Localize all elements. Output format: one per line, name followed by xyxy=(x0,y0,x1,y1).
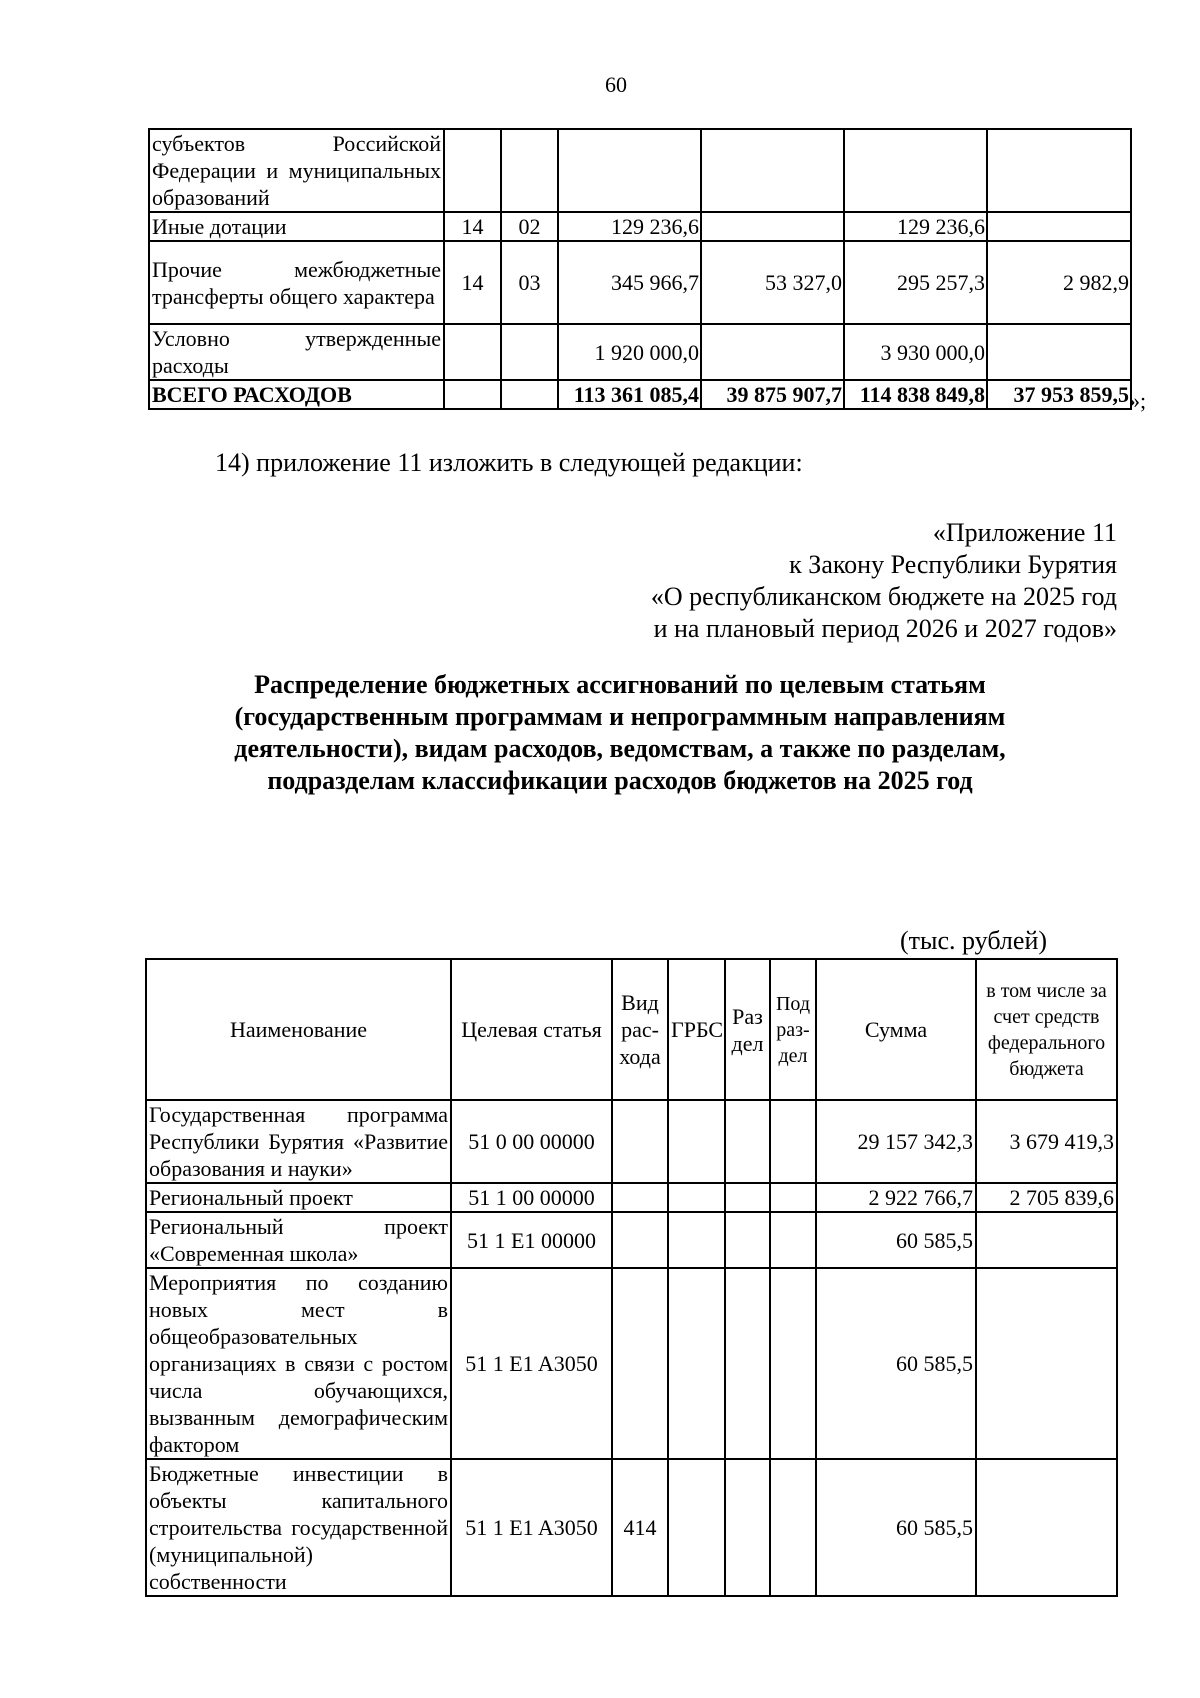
row-name: Бюджетные инвестиции в объекты капитального строительства государственной (муниципальной) собственности xyxy=(146,1459,451,1596)
row-podrazdel xyxy=(770,1459,816,1596)
row-value-4 xyxy=(987,129,1131,212)
row-value-1 xyxy=(558,129,701,212)
row-value-4 xyxy=(987,324,1131,380)
row-podrazdel xyxy=(770,1268,816,1459)
row-razdel: 14 xyxy=(444,212,501,241)
row-sum: 60 585,5 xyxy=(816,1459,976,1596)
row-podrazdel xyxy=(770,1100,816,1183)
table-row xyxy=(149,129,1131,212)
row-razdel xyxy=(725,1100,770,1183)
allocation-table xyxy=(145,958,1118,1597)
row-value-2: 53 327,0 xyxy=(701,241,844,324)
row-podrazdel xyxy=(501,324,558,380)
row-federal xyxy=(976,1212,1117,1268)
closing-quote: »; xyxy=(1129,388,1147,413)
total-row xyxy=(149,380,1131,409)
table-row xyxy=(149,241,1131,324)
row-vid xyxy=(612,1212,668,1268)
header-vid: Вид рас-хода xyxy=(612,959,668,1100)
annex-line: к Закону Республики Бурятия xyxy=(789,550,1117,579)
row-value-4 xyxy=(987,212,1131,241)
header-target: Целевая статья xyxy=(451,959,612,1100)
row-sum: 2 922 766,7 xyxy=(816,1183,976,1212)
annex-line: «О республиканском бюджете на 2025 год xyxy=(650,582,1117,611)
row-razdel xyxy=(725,1268,770,1459)
row-vid xyxy=(612,1183,668,1212)
table-row xyxy=(146,1100,1117,1183)
row-grbs xyxy=(668,1183,725,1212)
row-sum: 29 157 342,3 xyxy=(816,1100,976,1183)
document-title xyxy=(150,669,1090,797)
row-target: 51 1 E1 A3050 xyxy=(451,1459,612,1596)
page-number: 60 xyxy=(605,72,627,97)
table-row xyxy=(146,1212,1117,1268)
title-line: (государственным программам и непрограммным направлениям xyxy=(234,702,1006,731)
row-target: 51 1 00 00000 xyxy=(451,1183,612,1212)
total-value-2: 39 875 907,7 xyxy=(701,380,844,409)
row-podrazdel: 02 xyxy=(501,212,558,241)
row-value-3: 129 236,6 xyxy=(844,212,987,241)
row-vid xyxy=(612,1100,668,1183)
row-grbs xyxy=(668,1459,725,1596)
table-row xyxy=(149,212,1131,241)
row-name: Региональный проект xyxy=(146,1183,451,1212)
row-federal xyxy=(976,1268,1117,1459)
row-podrazdel: 03 xyxy=(501,241,558,324)
row-razdel xyxy=(725,1212,770,1268)
row-target: 51 0 00 00000 xyxy=(451,1100,612,1183)
row-razdel xyxy=(725,1459,770,1596)
row-razdel xyxy=(444,324,501,380)
amendment-paragraph: 14) приложение 11 изложить в следующей редакции: xyxy=(215,448,803,477)
header-federal: в том числе за счет средств федерального бюджета xyxy=(976,959,1117,1100)
table-row xyxy=(149,324,1131,380)
row-grbs xyxy=(668,1212,725,1268)
table-row xyxy=(146,1268,1117,1459)
row-grbs xyxy=(668,1268,725,1459)
row-value-1: 345 966,7 xyxy=(558,241,701,324)
row-grbs xyxy=(668,1100,725,1183)
row-vid xyxy=(612,1268,668,1459)
expenses-table-continuation xyxy=(148,128,1132,410)
row-value-2 xyxy=(701,324,844,380)
table-header-row xyxy=(146,959,1117,1100)
title-line: подразделам классификации расходов бюджетов на 2025 год xyxy=(267,766,973,795)
total-value-1: 113 361 085,4 xyxy=(558,380,701,409)
row-federal xyxy=(976,1459,1117,1596)
row-federal: 2 705 839,6 xyxy=(976,1183,1117,1212)
row-value-2 xyxy=(701,212,844,241)
row-value-4: 2 982,9 xyxy=(987,241,1131,324)
row-federal: 3 679 419,3 xyxy=(976,1100,1117,1183)
row-razdel: 14 xyxy=(444,241,501,324)
title-line: Распределение бюджетных ассигнований по целевым статьям xyxy=(254,670,986,699)
title-line: деятельности), видам расходов, ведомствам, а также по разделам, xyxy=(234,734,1006,763)
header-podrazdel: Под раз-дел xyxy=(770,959,816,1100)
row-name: Прочие межбюджетные трансферты общего характера xyxy=(149,241,444,324)
header-razdel: Раз дел xyxy=(725,959,770,1100)
row-podrazdel xyxy=(770,1183,816,1212)
total-podrazdel xyxy=(501,380,558,409)
row-name: Иные дотации xyxy=(149,212,444,241)
row-value-1: 129 236,6 xyxy=(558,212,701,241)
row-name: Государственная программа Республики Бурятия «Развитие образования и науки» xyxy=(146,1100,451,1183)
row-vid: 414 xyxy=(612,1459,668,1596)
row-name: Региональный проект «Современная школа» xyxy=(146,1212,451,1268)
table-row xyxy=(146,1183,1117,1212)
row-value-3: 3 930 000,0 xyxy=(844,324,987,380)
row-name: Мероприятия по созданию новых мест в общеобразовательных организациях в связи с ростом числа обучающихся, вызванным демографическим фактором xyxy=(146,1268,451,1459)
row-podrazdel xyxy=(501,129,558,212)
row-podrazdel xyxy=(770,1212,816,1268)
total-razdel xyxy=(444,380,501,409)
total-value-3: 114 838 849,8 xyxy=(844,380,987,409)
annex-heading xyxy=(651,517,1117,645)
row-value-2 xyxy=(701,129,844,212)
table-row xyxy=(146,1459,1117,1596)
header-name: Наименование xyxy=(146,959,451,1100)
row-value-3 xyxy=(844,129,987,212)
header-grbs: ГРБС xyxy=(668,959,725,1100)
row-razdel xyxy=(725,1183,770,1212)
row-target: 51 1 E1 A3050 xyxy=(451,1268,612,1459)
total-value-4: 37 953 859,5 xyxy=(987,380,1131,409)
row-target: 51 1 E1 00000 xyxy=(451,1212,612,1268)
row-name: Условно утвержденные расходы xyxy=(149,324,444,380)
total-label: ВСЕГО РАСХОДОВ xyxy=(149,380,444,409)
annex-line: «Приложение 11 xyxy=(932,518,1117,547)
annex-line: и на плановый период 2026 и 2027 годов» xyxy=(653,614,1117,643)
row-razdel xyxy=(444,129,501,212)
row-value-1: 1 920 000,0 xyxy=(558,324,701,380)
row-sum: 60 585,5 xyxy=(816,1268,976,1459)
row-sum: 60 585,5 xyxy=(816,1212,976,1268)
row-value-3: 295 257,3 xyxy=(844,241,987,324)
row-name: субъектов Российской Федерации и муниципальных образований xyxy=(149,129,444,212)
units-label: (тыс. рублей) xyxy=(900,926,1048,955)
header-sum: Сумма xyxy=(816,959,976,1100)
